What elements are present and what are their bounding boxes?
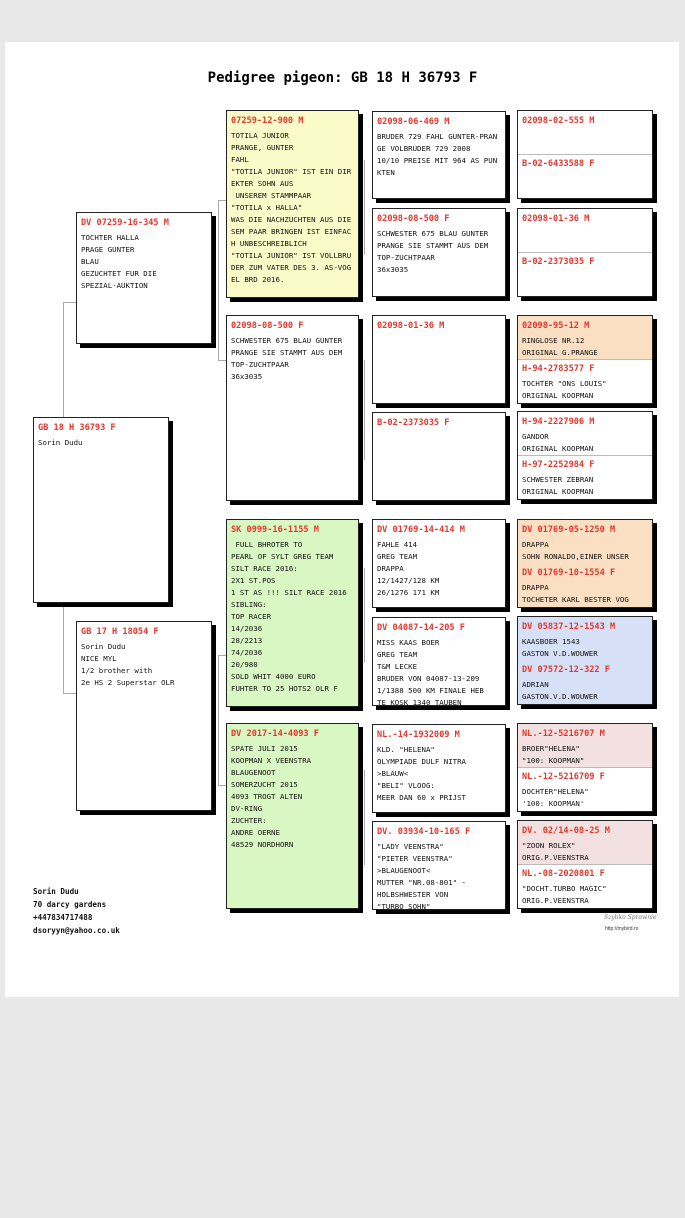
connector-line <box>364 568 365 663</box>
ring-number: GB 18 H 36793 F <box>38 423 116 433</box>
gen5-pair-8 <box>517 820 653 909</box>
connector-line <box>364 770 365 865</box>
ring-number: DV. 03934-10-165 F <box>377 827 471 837</box>
pigeon-info: SCHWESTER 675 BLAU GUNTER PRANGE SIE STAMMT AUS DEM TOP-ZUCHTPAAR 36x3035 <box>377 229 489 274</box>
gen5-pair-3 <box>517 315 653 404</box>
ring-number: B-02-2373035 F <box>522 257 595 267</box>
dam-dam-card[interactable] <box>226 723 359 909</box>
connector-line <box>218 655 226 656</box>
gen5-pair-1 <box>517 110 653 199</box>
gen5-card[interactable] <box>518 412 652 456</box>
breeder-name: Sorin Dudu <box>33 887 79 896</box>
gen5-card[interactable] <box>518 660 652 704</box>
ring-number: 02098-02-555 M <box>522 116 595 126</box>
gen5-card[interactable] <box>518 821 652 865</box>
connector-line <box>218 360 226 361</box>
gen5-card[interactable] <box>518 563 652 607</box>
ring-number: GB 17 H 18054 F <box>81 627 159 637</box>
pigeon-info: TOCHTER "ONS LOUIS" ORIGINAL KOOPMAN <box>522 379 607 400</box>
ring-number: B-02-2373035 F <box>377 418 450 428</box>
pigeon-info: SPATE JULI 2015 KOOPMAN X VEENSTRA BLAUGENOOT SOMERZUCHT 2015 4093 TROGT ALTEN DV-RING ZUCHTER: ANDRE OERNE 48529 NORDHORN <box>231 744 312 849</box>
ring-number: 02098-95-12 M <box>522 321 590 331</box>
pigeon-info: KLD. "HELENA" OLYMPIADE DULF NITRA >BLAUW< "BELI" VLOOG: MEER DAN 60 x PRIJST <box>377 745 466 802</box>
ring-number: DV 05837-12-1543 M <box>522 622 616 632</box>
gen4-card-2[interactable] <box>372 208 506 297</box>
ring-number: DV 01769-14-414 M <box>377 525 465 535</box>
ring-number: SK 0999-16-1155 M <box>231 525 319 535</box>
gen5-card[interactable] <box>518 767 652 811</box>
pigeon-info: SCHWESTER ZEBRAN ORIGINAL KOOPMAN <box>522 475 594 496</box>
gen4-card-6[interactable] <box>372 617 506 706</box>
ring-number: NL.-12-5216707 M <box>522 729 605 739</box>
ring-number: DV 07572-12-322 F <box>522 665 610 675</box>
connector-line <box>63 603 64 693</box>
breeder-phone: +447834717488 <box>33 913 93 922</box>
pigeon-info: FAHLE 414 GREG TEAM DRAPPA 12/1427/128 KM 26/1276 171 KM <box>377 540 440 597</box>
gen4-card-3[interactable] <box>372 315 506 404</box>
ring-number: 02098-01-36 M <box>377 321 445 331</box>
pigeon-info: KAASBOER 1543 GASTON V.D.WOUWER <box>522 637 598 658</box>
pigeon-info: Sorin Dudu <box>38 438 83 447</box>
gen5-pair-6 <box>517 616 653 705</box>
pigeon-info: BRUDER 729 FAHL GUNTER-PRANGE VOLBRUDER 729 2008 10/10 PREISE MIT 964 AS PUNKTEN <box>377 132 498 177</box>
gen5-card[interactable] <box>518 455 652 499</box>
pigeon-info: BROER"HELENA" "100: KOOPMAN" <box>522 744 585 765</box>
dam-sire-card[interactable] <box>226 519 359 707</box>
breeder-email[interactable]: dsoryyn@yahoo.co.uk <box>33 926 120 935</box>
ring-number: NL.-08-2020801 F <box>522 869 605 879</box>
connector-line <box>218 200 219 360</box>
gen5-card[interactable] <box>518 252 652 296</box>
pigeon-info: TOCHTER HALLA PRAGE GUNTER BLAU GEZUCHTET FUR DIE SPEZIAL-AUKTION <box>81 233 157 290</box>
ring-number: 02098-01-36 M <box>522 214 590 224</box>
gen5-card[interactable] <box>518 316 652 360</box>
pigeon-info: RINGLOSE NR.12 ORIGINAL G.PRANGE <box>522 336 598 357</box>
ring-number: H-94-2227906 M <box>522 417 595 427</box>
ring-number: B-02-6433588 F <box>522 159 595 169</box>
pigeon-info: DRAPPA SOHN RONALDO,EINER UNSER <box>522 540 629 561</box>
pigeon-info: "DOCHT.TURBO MAGIC" ORIG.P.VEENSTRA <box>522 884 607 905</box>
pigeon-info: GANDOR ORIGINAL KOOPMAN <box>522 432 594 453</box>
gen5-card[interactable] <box>518 111 652 155</box>
gen4-card-7[interactable] <box>372 724 506 813</box>
breeder-contact <box>33 885 120 937</box>
gen5-card[interactable] <box>518 209 652 253</box>
ring-number: NL.-14-1932009 M <box>377 730 460 740</box>
ring-number: 02098-08-500 F <box>377 214 450 224</box>
pigeon-info: MISS KAAS BOER GREG TEAM T&M LECKE BRUDER VON 04087-13-209 1/1388 500 KM FINALE HEB TE KOSK 1340 TAUBEN <box>377 638 484 706</box>
breeder-address: 70 darcy gardens <box>33 900 107 909</box>
ring-number: DV 2017-14-4093 F <box>231 729 319 739</box>
ring-number: 02098-08-500 F <box>231 321 304 331</box>
gen5-card[interactable] <box>518 617 652 661</box>
connector-line <box>364 160 365 255</box>
ring-number: H-94-2783577 F <box>522 364 595 374</box>
signature-logo: Szybko Sprawnie <box>604 914 657 921</box>
ring-number: DV 07259-16-345 M <box>81 218 169 228</box>
subject-card[interactable] <box>33 417 169 603</box>
gen5-card[interactable] <box>518 359 652 403</box>
connector-line <box>63 302 76 303</box>
gen5-pair-4 <box>517 411 653 500</box>
gen4-card-5[interactable] <box>372 519 506 608</box>
ring-number: NL.-12-5216709 F <box>522 772 605 782</box>
pigeon-info: "ZOON ROLEX" ORIG.P.VEENSTRA <box>522 841 589 862</box>
dam-card[interactable] <box>76 621 212 811</box>
ring-number: 07259-12-900 M <box>231 116 304 126</box>
pigeon-info: "LADY VEENSTRA" "PIETER VEENSTRA" >BLAUGENOOT< MUTTER "NR.08-801" - HOLBSHWESTER VON "TURBO SOHN" <box>377 842 466 910</box>
ring-number: DV. 02/14-08-25 M <box>522 826 610 836</box>
gen4-card-4[interactable] <box>372 412 506 501</box>
pigeon-info: Sorin Dudu NICE MYL 1/2 brother with 2e HS 2 Superstar OLR <box>81 642 175 687</box>
pigeon-info: ADRIAN GASTON.V.D.WOUWER <box>522 680 598 701</box>
pigeon-info: TOTILA JUNIOR PRANGE, GUNTER FAHL "TOTILA JUNIOR" IST EIN DIREKTER SOHN AUS UNSEREM STAMMPAAR "TOTILA x HALLA" WAS DIE NACHZUCHTEN AUS DIESEM PAAR BRINGEN IST EINFACH UNBESCHREIBLICH "TOTILA JUNIOR" IST VOLLBRUDER ZUM VATER DES 3. AS-VOGEL BRD 2016. <box>231 131 352 284</box>
connector-line <box>218 655 219 785</box>
ring-number: H-97-2252984 F <box>522 460 595 470</box>
ring-number: 02098-06-469 M <box>377 117 450 127</box>
gen5-pair-5 <box>517 519 653 608</box>
gen4-card-8[interactable] <box>372 821 506 910</box>
gen5-pair-2 <box>517 208 653 297</box>
pigeon-info: SCHWESTER 675 BLAU GUNTER PRANGE SIE STAMMT AUS DEM TOP-ZUCHTPAAR 36x3035 <box>231 336 343 381</box>
ring-number: DV 01769-10-1554 F <box>522 568 616 578</box>
sire-dam-card[interactable] <box>226 315 359 501</box>
logo-url[interactable]: http://mybird.ro <box>605 926 639 932</box>
connector-line <box>63 302 64 417</box>
sire-card[interactable] <box>76 212 212 344</box>
connector-line <box>63 693 76 694</box>
gen5-pair-7 <box>517 723 653 812</box>
gen5-card[interactable] <box>518 520 652 564</box>
connector-line <box>218 785 226 786</box>
pigeon-info: DOCHTER"HELENA" '100: KOOPMAN' <box>522 787 589 808</box>
pigeon-info: DRAPPA TOCHETER KARL BESTER VOG <box>522 583 629 604</box>
gen4-card-1[interactable] <box>372 111 506 199</box>
sire-sire-card[interactable] <box>226 110 359 298</box>
ring-number: DV 04087-14-205 F <box>377 623 465 633</box>
connector-line <box>218 200 226 201</box>
page-title: Pedigree pigeon: GB 18 H 36793 F <box>207 70 478 86</box>
connector-line <box>364 360 365 460</box>
gen5-card[interactable] <box>518 154 652 198</box>
gen5-card[interactable] <box>518 724 652 768</box>
gen5-card[interactable] <box>518 864 652 908</box>
pigeon-info: FULL BHROTER TO PEARL OF SYLT GREG TEAM SILT RACE 2016: 2X1 ST.POS 1 ST AS !!! SILT RACE 2016 SIBLING: TOP RACER 14/2036 28/2213 74/2036 20/980 SOLD WHIT 4000 EURO FUHTER TO 25 HOTS2 OLR F <box>231 540 347 693</box>
ring-number: DV 01769-05-1250 M <box>522 525 616 535</box>
